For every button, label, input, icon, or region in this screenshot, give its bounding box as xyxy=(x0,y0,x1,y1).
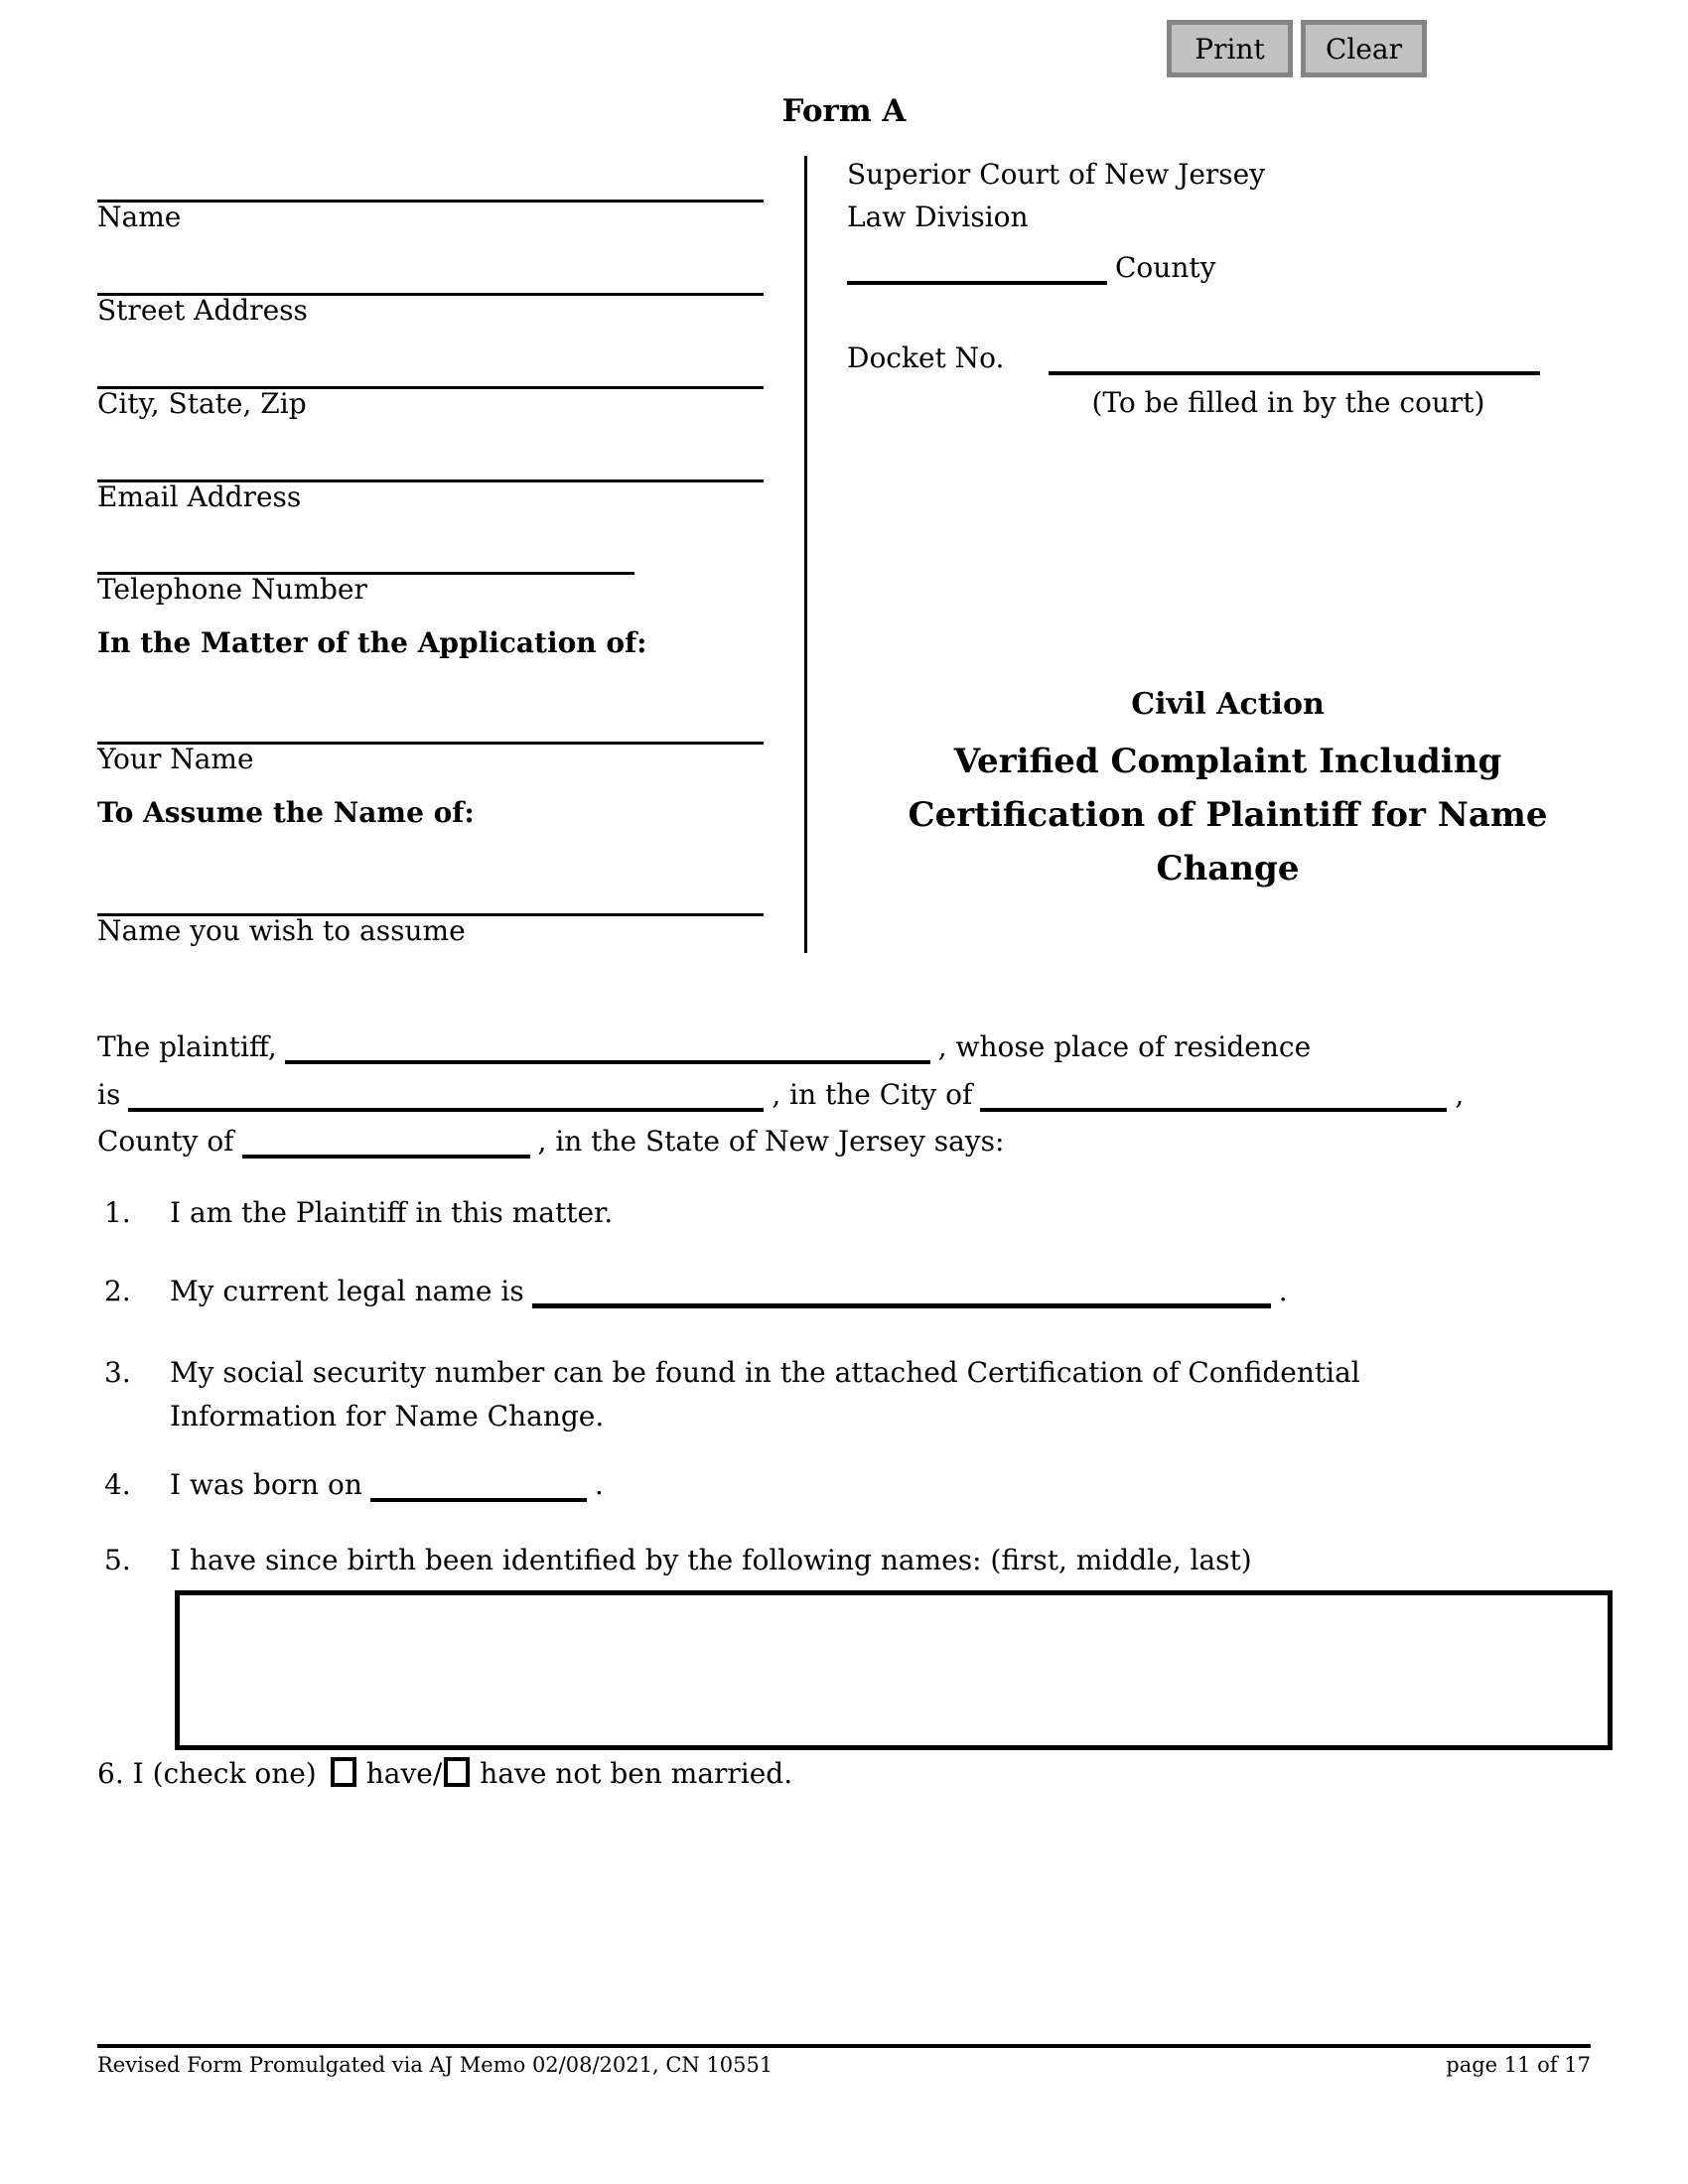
item-text: My current legal name is xyxy=(170,1275,524,1307)
item-text: 6. I (check one) xyxy=(97,1757,317,1790)
document-title-line-1: Verified Complaint Including xyxy=(953,742,1502,781)
current-legal-name-input-line[interactable] xyxy=(532,1303,1271,1308)
item-text-line-2: Information for Name Change. xyxy=(170,1400,605,1433)
item-text: have not ben married. xyxy=(480,1757,793,1790)
intro-text: , xyxy=(1455,1078,1465,1111)
have-checkbox[interactable] xyxy=(331,1757,356,1787)
county-row xyxy=(847,252,1215,285)
city-input-line[interactable] xyxy=(980,1108,1447,1112)
item-number: 5. xyxy=(104,1544,131,1576)
item-text-line-1: My social security number can be found in the attached Certification of Confidential xyxy=(170,1356,1360,1389)
item-text: . xyxy=(1278,1275,1288,1307)
residence-input-line[interactable] xyxy=(128,1108,764,1112)
assume-heading: To Assume the Name of: xyxy=(97,796,475,829)
intro-text: is xyxy=(97,1078,121,1111)
footer-page-number: page 11 of 17 xyxy=(1446,2053,1591,2077)
intro-line-1 xyxy=(97,1031,1311,1064)
list-item-4 xyxy=(104,1469,604,1502)
item-text: I am the Plaintiff in this matter. xyxy=(170,1196,614,1229)
item-text: . xyxy=(594,1468,604,1501)
item-number: 3. xyxy=(104,1356,131,1389)
intro-line-2 xyxy=(97,1079,1464,1112)
civil-action-label: Civil Action xyxy=(1131,687,1325,722)
plaintiff-name-input-line[interactable] xyxy=(285,1060,930,1064)
name-input-line[interactable] xyxy=(97,200,764,203)
your-name-label: Your Name xyxy=(97,743,254,775)
street-address-field-label: Street Address xyxy=(97,294,308,327)
court-name: Superior Court of New Jersey xyxy=(847,158,1266,191)
intro-text: , in the City of xyxy=(772,1078,973,1111)
intro-text: , in the State of New Jersey says: xyxy=(537,1125,1005,1158)
form-a-title: Form A xyxy=(781,93,907,129)
list-item-1 xyxy=(104,1197,613,1229)
birth-date-input-line[interactable] xyxy=(370,1498,587,1502)
docket-row xyxy=(847,342,1540,375)
intro-line-3 xyxy=(97,1126,1004,1159)
email-field-label: Email Address xyxy=(97,480,302,513)
telephone-field-label: Telephone Number xyxy=(97,573,367,606)
item-number: 2. xyxy=(104,1275,131,1307)
list-item-2 xyxy=(104,1276,1288,1308)
intro-text: County of xyxy=(97,1125,234,1158)
document-title-line-2: Certification of Plaintiff for Name xyxy=(908,795,1548,835)
docket-label: Docket No. xyxy=(847,341,1005,374)
list-item-6 xyxy=(97,1757,792,1790)
assumed-name-label: Name you wish to assume xyxy=(97,914,466,947)
list-item-5 xyxy=(104,1545,1252,1576)
have-not-checkbox[interactable] xyxy=(444,1757,470,1787)
city-state-zip-field-label: City, State, Zip xyxy=(97,387,307,420)
document-title xyxy=(847,735,1609,895)
footer xyxy=(97,2053,1591,2077)
county-input-line[interactable] xyxy=(847,281,1107,285)
matter-heading: In the Matter of the Application of: xyxy=(97,626,647,659)
list-item-3 xyxy=(104,1351,1360,1438)
item-text: I was born on xyxy=(170,1468,362,1501)
item-number: 4. xyxy=(104,1468,131,1501)
docket-note: (To be filled in by the court) xyxy=(1091,386,1485,419)
document-title-line-3: Change xyxy=(1156,849,1300,888)
item-text: I have since birth been identified by the following names: (first, middle, last) xyxy=(170,1544,1252,1576)
county-of-input-line[interactable] xyxy=(242,1155,530,1159)
footer-revision-note: Revised Form Promulgated via AJ Memo 02/08/2021, CN 10551 xyxy=(97,2053,774,2077)
clear-button[interactable]: Clear xyxy=(1301,20,1427,77)
intro-text: The plaintiff, xyxy=(97,1030,277,1063)
county-label: County xyxy=(1115,251,1216,284)
name-field-label: Name xyxy=(97,201,182,233)
column-divider xyxy=(804,156,807,953)
birth-names-box[interactable] xyxy=(175,1590,1613,1750)
item-number: 1. xyxy=(104,1196,131,1229)
item-text: have/ xyxy=(365,1757,443,1790)
docket-input-line[interactable] xyxy=(1049,371,1540,375)
footer-divider xyxy=(97,2044,1591,2048)
print-button[interactable]: Print xyxy=(1167,20,1293,77)
intro-text: , whose place of residence xyxy=(937,1030,1312,1063)
law-division-label: Law Division xyxy=(847,201,1029,233)
